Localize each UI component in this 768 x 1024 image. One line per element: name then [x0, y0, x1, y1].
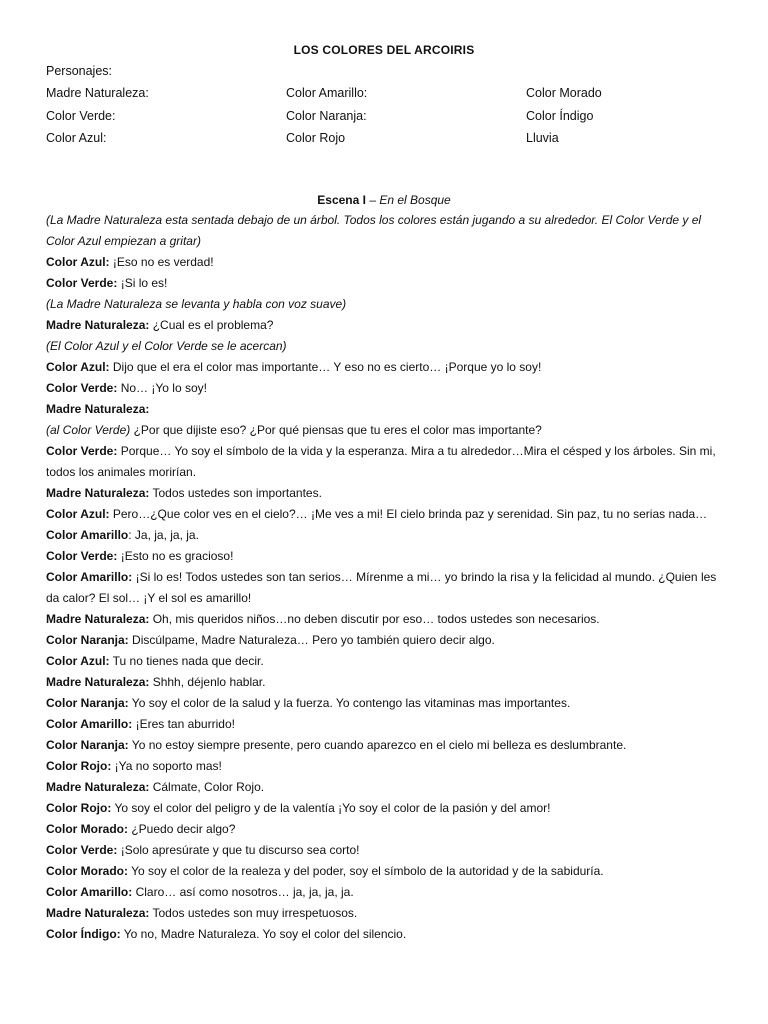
line-text: : Ja, ja, ja, ja.	[128, 527, 199, 542]
dialogue	[46, 210, 722, 945]
cast-name: Color Naranja:	[286, 108, 367, 123]
line-text: Discúlpame, Madre Naturaleza… Pero yo también quiero decir algo.	[128, 632, 495, 647]
dialogue-line	[46, 819, 722, 840]
dialogue-line	[46, 546, 722, 567]
dialogue-line	[46, 567, 722, 609]
cast-row	[46, 105, 722, 128]
document-title: LOS COLORES DEL ARCOIRIS	[293, 43, 475, 57]
line-text: No… ¡Yo lo soy!	[117, 380, 207, 395]
speaker-name: Color Verde:	[46, 548, 118, 563]
dialogue-line	[46, 840, 722, 861]
dialogue-line	[46, 441, 722, 483]
line-text: Yo no, Madre Naturaleza. Yo soy el color del silencio.	[120, 926, 407, 941]
speaker-name: Madre Naturaleza:	[46, 779, 150, 794]
speaker-name: Madre Naturaleza:	[46, 674, 150, 689]
line-text: Yo no estoy siempre presente, pero cuando aparezco en el cielo mi belleza es deslumbrante.	[128, 737, 627, 752]
line-text: Yo soy el color del peligro y de la valentía ¡Yo soy el color de la pasión y del amor!	[111, 800, 551, 815]
speaker-name: Color Verde:	[46, 842, 118, 857]
line-text: Tu no tienes nada que decir.	[109, 653, 264, 668]
speaker-name: Color Azul:	[46, 506, 110, 521]
cast-name: Madre Naturaleza:	[46, 86, 149, 100]
line-text: ¿Por que dijiste eso? ¿Por qué piensas que tu eres el color mas importante?	[130, 422, 542, 437]
dialogue-line	[46, 399, 722, 420]
line-text: Todos ustedes son importantes.	[149, 485, 322, 500]
speaker-name: Madre Naturaleza:	[46, 485, 150, 500]
speaker-name: Color Azul:	[46, 254, 110, 269]
dialogue-line	[46, 693, 722, 714]
dialogue-line	[46, 756, 722, 777]
dialogue-line	[46, 420, 722, 441]
scene-place: En el Bosque	[379, 192, 451, 207]
speaker-name: Color Verde:	[46, 275, 118, 290]
speaker-name: Madre Naturaleza:	[46, 317, 150, 332]
stage-direction: (La Madre Naturaleza se levanta y habla con voz suave)	[46, 296, 347, 311]
line-text: Dijo que el era el color mas importante… Y eso no es cierto… ¡Porque yo lo soy!	[109, 359, 542, 374]
cast-name: Color Morado	[526, 86, 602, 100]
dialogue-line	[46, 735, 722, 756]
speaker-name: Color Morado:	[46, 863, 128, 878]
line-text: Shhh, déjenlo hablar.	[149, 674, 266, 689]
scene-dash: –	[365, 192, 380, 207]
line-text: Pero…¿Que color ves en el cielo?… ¡Me ves a mi! El cielo brinda paz y serenidad. Sin paz, tu no serias nada…	[109, 506, 708, 521]
dialogue-line	[46, 273, 722, 294]
cast-name: Color Rojo	[286, 131, 346, 145]
dialogue-line	[46, 714, 722, 735]
speaker-name: Color Rojo:	[46, 758, 112, 773]
document-page	[46, 40, 722, 945]
dialogue-line	[46, 378, 722, 399]
speaker-name: Color Amarillo:	[46, 884, 133, 899]
speaker-name: Color Rojo:	[46, 800, 112, 815]
cast-list	[46, 82, 722, 150]
speaker-name: Color Verde:	[46, 443, 118, 458]
dialogue-line	[46, 798, 722, 819]
line-text: Todos ustedes son muy irrespetuosos.	[149, 905, 358, 920]
dialogue-line	[46, 777, 722, 798]
dialogue-line	[46, 630, 722, 651]
cast-row	[46, 127, 722, 150]
dialogue-line	[46, 483, 722, 504]
dialogue-line	[46, 252, 722, 273]
cast-name: Color Amarillo:	[286, 86, 368, 100]
line-text: ¡Eso no es verdad!	[109, 254, 214, 269]
cast-name: Color Índigo	[526, 108, 594, 123]
dialogue-line	[46, 525, 722, 546]
line-text: ¡Ya no soporto mas!	[111, 758, 222, 773]
speaker-name: Color Amarillo:	[46, 716, 133, 731]
line-text: Porque… Yo soy el símbolo de la vida y la esperanza. Mira a tu alrededor…Mira el césped y los árboles. Sin mi, todos los animales morirían.	[46, 443, 716, 479]
dialogue-line	[46, 504, 722, 525]
cast-name: Lluvia	[526, 131, 559, 145]
speaker-name: Color Índigo:	[46, 926, 121, 941]
dialogue-line	[46, 924, 722, 945]
line-text: Oh, mis queridos niños…no deben discutir por eso… todos ustedes son necesarios.	[149, 611, 600, 626]
line-text: ¿Cual es el problema?	[149, 317, 274, 332]
line-text: ¡Solo apresúrate y que tu discurso sea corto!	[117, 842, 360, 857]
cast-name: Color Azul:	[46, 131, 107, 145]
dialogue-line	[46, 609, 722, 630]
scene-label: Escena I	[317, 192, 366, 207]
cast-heading: Personajes:	[46, 64, 113, 78]
speaker-name: Madre Naturaleza:	[46, 611, 150, 626]
inline-direction: (al Color Verde)	[46, 422, 131, 437]
dialogue-line	[46, 315, 722, 336]
line-text: ¡Si lo es!	[117, 275, 168, 290]
cast-name: Color Verde:	[46, 108, 116, 123]
line-text: ¡Esto no es gracioso!	[117, 548, 234, 563]
dialogue-line	[46, 651, 722, 672]
dialogue-line	[46, 861, 722, 882]
line-text: Yo soy el color de la salud y la fuerza. Yo contengo las vitaminas mas importantes.	[128, 695, 571, 710]
speaker-name: Color Amarillo:	[46, 569, 133, 584]
line-text: ¿Puedo decir algo?	[128, 821, 236, 836]
speaker-name: Madre Naturaleza:	[46, 401, 150, 416]
cast-row	[46, 82, 722, 105]
speaker-name: Color Morado:	[46, 821, 128, 836]
line-text: Cálmate, Color Rojo.	[149, 779, 265, 794]
speaker-name: Madre Naturaleza:	[46, 905, 150, 920]
speaker-name: Color Azul:	[46, 653, 110, 668]
dialogue-line	[46, 903, 722, 924]
line-text: ¡Eres tan aburrido!	[132, 716, 235, 731]
line-text: Yo soy el color de la realeza y del poder, soy el símbolo de la autoridad y de la sabiduría.	[128, 863, 604, 878]
dialogue-line	[46, 357, 722, 378]
dialogue-line	[46, 882, 722, 903]
speaker-name: Color Naranja:	[46, 632, 129, 647]
stage-direction: (El Color Azul y el Color Verde se le acercan)	[46, 338, 287, 353]
line-text: ¡Si lo es! Todos ustedes son tan serios… Mírenme a mi… yo brindo la risa y la felicidad al mundo. ¿Quien les da calor? El sol… ¡Y el sol es amarillo!	[46, 569, 717, 605]
speaker-name: Color Azul:	[46, 359, 110, 374]
speaker-name: Color Naranja:	[46, 737, 129, 752]
speaker-name: Color Amarillo	[46, 527, 129, 542]
speaker-name: Color Verde:	[46, 380, 118, 395]
stage-direction: (La Madre Naturaleza esta sentada debajo de un árbol. Todos los colores están jugando a su alrededor. El Color Verde y el Color Azul empiezan a gritar)	[46, 212, 702, 248]
dialogue-line	[46, 672, 722, 693]
line-text: Claro… así como nosotros… ja, ja, ja, ja.	[132, 884, 354, 899]
speaker-name: Color Naranja:	[46, 695, 129, 710]
scene-title	[46, 190, 722, 210]
